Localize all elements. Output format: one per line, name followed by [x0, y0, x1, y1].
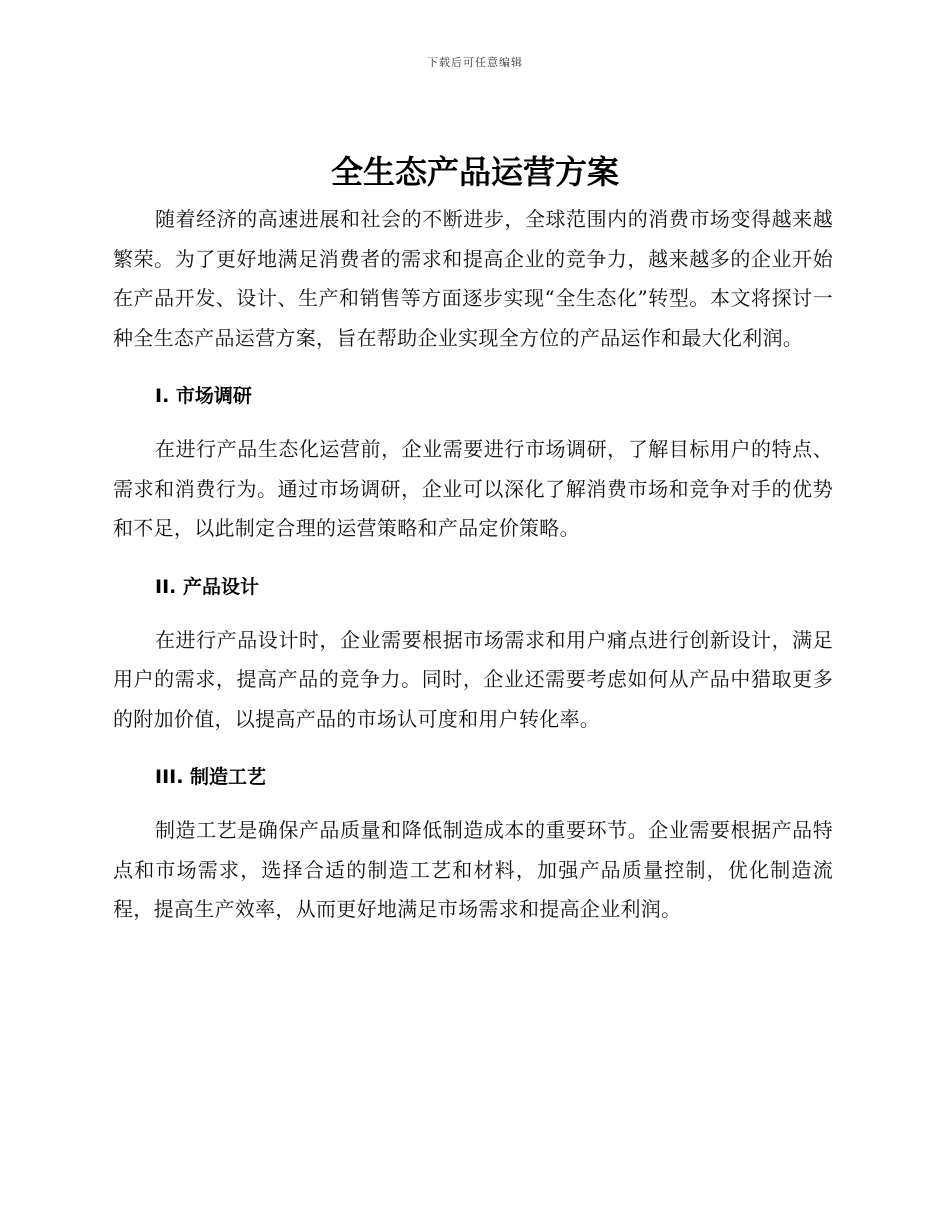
section-market-research: [113, 376, 833, 549]
intro-paragraph: 随着经济的高速进展和社会的不断进步，全球范围内的消费市场变得越来越繁荣。为了更好地满足消费者的需求和提高企业的竞争力，越来越多的企业开始在产品开发、设计、生产和销售等方面逐步实现“全生态化”转型。本文将探讨一种全生态产品运营方案，旨在帮助企业实现全方位的产品运作和最大化利润。: [113, 207, 833, 350]
document-title: 全生态产品运营方案: [330, 153, 619, 191]
section-heading: I. 市场调研: [155, 385, 252, 407]
page-header-note: 下载后可任意编辑: [427, 56, 523, 69]
section-paragraph: 制造工艺是确保产品质量和降低制造成本的重要环节。企业需要根据产品特点和市场需求，选择合适的制造工艺和材料，加强产品质量控制，优化制造流程，提高生产效率，从而更好地满足市场需求和提高企业利润。: [113, 818, 833, 921]
section-manufacturing-process: [113, 757, 833, 930]
section-product-design: [113, 567, 833, 740]
section-heading: III. 制造工艺: [155, 766, 267, 788]
document-body: [113, 200, 833, 930]
section-heading: II. 产品设计: [155, 575, 259, 598]
section-paragraph: 在进行产品生态化运营前，企业需要进行市场调研，了解目标用户的特点、需求和消费行为。通过市场调研，企业可以深化了解消费市场和竞争对手的优势和不足，以此制定合理的运营策略和产品定价策略。: [113, 437, 833, 540]
section-paragraph: 在进行产品设计时，企业需要根据市场需求和用户痛点进行创新设计，满足用户的需求，提高产品的竞争力。同时，企业还需要考虑如何从产品中猎取更多的附加价值，以提高产品的市场认可度和用户转化率。: [113, 627, 833, 731]
